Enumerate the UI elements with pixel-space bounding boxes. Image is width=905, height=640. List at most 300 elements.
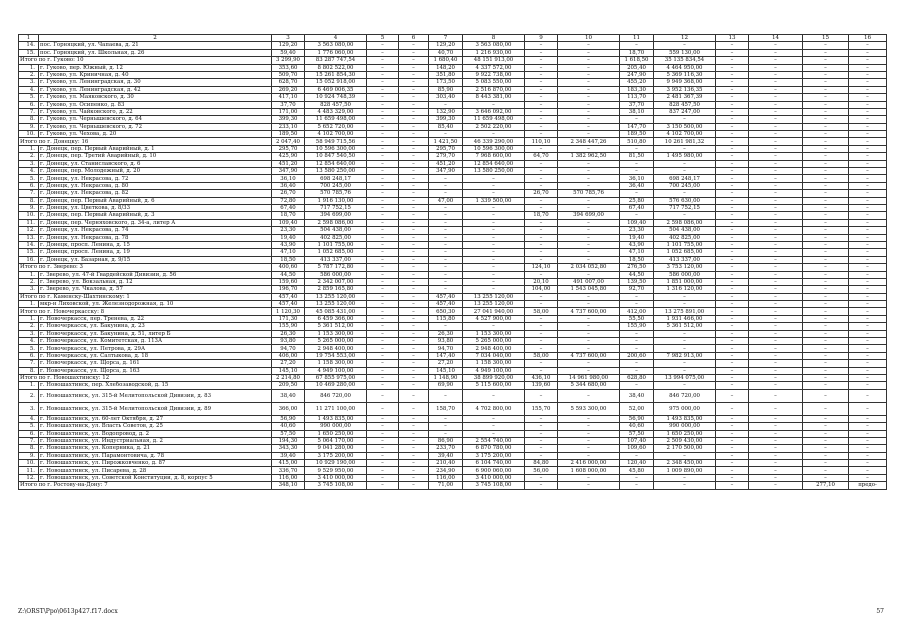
table-cell: – [429, 271, 463, 278]
table-cell: 132,90 [429, 108, 463, 115]
table-cell: 20,10 [525, 278, 558, 285]
table-cell: – [716, 452, 749, 459]
table-cell: 402 825,00 [305, 234, 367, 241]
table-cell: 38 899 920,00 [463, 374, 525, 381]
table-row [19, 71, 887, 78]
table-cell: – [367, 286, 399, 293]
table-cell: – [849, 168, 887, 175]
table-cell: – [654, 360, 716, 367]
table-cell: 124,10 [525, 264, 558, 271]
table-cell: – [399, 219, 429, 226]
table-cell: – [558, 330, 620, 337]
table-cell: – [849, 197, 887, 204]
address-cell: г. Донецк, пер. Третий Аварийный, д. 10 [39, 153, 272, 160]
address-cell: г. Новошахтинск, ул. Советской Конституции, д. 8, корпус 5 [39, 474, 272, 481]
table-cell: 36,40 [272, 182, 305, 189]
table-cell: 1 680,40 [429, 57, 463, 64]
table-cell: – [749, 182, 803, 189]
address-cell: г. Новочеркасск, ул. Щорса, д. 161 [39, 360, 272, 367]
table-cell: – [849, 153, 887, 160]
address-cell: пос. Горняцкий, ул. Школьная, д. 26 [39, 49, 272, 56]
row-number: 2. [19, 389, 39, 402]
table-cell: – [399, 352, 429, 359]
table-cell: – [749, 323, 803, 330]
table-cell: – [849, 315, 887, 322]
table-cell: – [654, 367, 716, 374]
table-cell: 455,20 [620, 79, 654, 86]
table-cell: – [803, 153, 849, 160]
table-cell: 1 493 835,00 [305, 415, 367, 422]
table-cell: 13 255 120,00 [305, 301, 367, 308]
table-cell: – [716, 94, 749, 101]
table-cell: 26,30 [272, 330, 305, 337]
column-number: 10 [558, 35, 620, 42]
table-cell: – [367, 345, 399, 352]
table-cell: – [749, 402, 803, 415]
table-cell: 1 543 045,80 [558, 286, 620, 293]
table-cell: 417,10 [272, 94, 305, 101]
table-row [19, 219, 887, 226]
table-cell: – [558, 175, 620, 182]
row-number: 6. [19, 101, 39, 108]
table-cell: – [749, 160, 803, 167]
table-cell: 13 255 120,00 [463, 293, 525, 300]
table-cell: 10 261 981,32 [654, 138, 716, 145]
page-footer [18, 608, 886, 618]
address-cell: г. Новочеркасск, ул. Бакунина, д. 51, литер Б [39, 330, 272, 337]
table-cell: 425,90 [272, 153, 305, 160]
table-cell: 1 421,50 [429, 138, 463, 145]
table-cell: – [463, 101, 525, 108]
table-row [19, 241, 887, 248]
table-row [19, 190, 887, 197]
column-number: 4 [305, 35, 367, 42]
document-sheet [18, 34, 886, 490]
row-number: 10. [19, 212, 39, 219]
table-cell: 4 702 800,00 [463, 402, 525, 415]
table-cell: 9 041 280,00 [305, 445, 367, 452]
table-cell: 25,80 [620, 197, 654, 204]
row-number: 7. [19, 190, 39, 197]
table-cell: 44,50 [272, 271, 305, 278]
table-cell: – [803, 271, 849, 278]
table-cell: – [367, 145, 399, 152]
table-cell: – [525, 293, 558, 300]
table-cell: – [849, 301, 887, 308]
table-cell: 279,70 [429, 153, 463, 160]
table-cell: 510,80 [620, 138, 654, 145]
table-cell: – [803, 330, 849, 337]
table-cell: – [429, 204, 463, 211]
address-cell: г. Донецк, ул. Некрасова, д. 74 [39, 227, 272, 234]
subtotal-row [19, 374, 887, 381]
table-cell: – [716, 474, 749, 481]
table-cell: 38,40 [620, 389, 654, 402]
row-number: 13. [19, 234, 39, 241]
table-cell: – [749, 482, 803, 489]
table-cell: – [749, 212, 803, 219]
table-cell: – [803, 42, 849, 49]
table-cell: 717 752,15 [305, 204, 367, 211]
address-cell: г. Донецк, ул. Некрасова, д. 72 [39, 175, 272, 182]
table-cell: – [367, 382, 399, 389]
table-cell: 7 982 913,00 [654, 352, 716, 359]
table-cell: – [620, 190, 654, 197]
table-cell: – [367, 138, 399, 145]
table-cell: 19,40 [272, 234, 305, 241]
table-cell: 5 083 550,00 [463, 79, 525, 86]
table-cell: – [803, 227, 849, 234]
table-cell: – [525, 168, 558, 175]
table-cell: 10 924 748,39 [305, 94, 367, 101]
table-cell: – [558, 256, 620, 263]
table-cell: 1 153 300,00 [305, 330, 367, 337]
table-cell: – [654, 116, 716, 123]
table-cell: 129,20 [272, 42, 305, 49]
table-cell: – [716, 234, 749, 241]
table-cell: – [525, 256, 558, 263]
table-row [19, 42, 887, 49]
table-cell: – [463, 234, 525, 241]
table-cell: 3 175 200,00 [305, 452, 367, 459]
table-cell: – [558, 168, 620, 175]
table-cell: – [849, 182, 887, 189]
address-cell: мкр-н Лиховской, ул. Железнодорожная, д. 10 [39, 301, 272, 308]
table-cell: 295,70 [429, 145, 463, 152]
table-cell: 1 052 685,00 [305, 249, 367, 256]
table-cell: – [749, 352, 803, 359]
table-cell: – [620, 338, 654, 345]
table-cell: 155,90 [272, 323, 305, 330]
column-number: 11 [620, 35, 654, 42]
table-cell: – [525, 160, 558, 167]
address-cell: г. Донецк, ул. Станиславского, д. 6 [39, 160, 272, 167]
table-cell: – [716, 445, 749, 452]
table-row [19, 460, 887, 467]
table-cell: – [803, 160, 849, 167]
table-row [19, 360, 887, 367]
table-cell: 6 459 366,00 [305, 315, 367, 322]
table-cell: 26,30 [429, 330, 463, 337]
row-number: 12. [19, 474, 39, 481]
table-cell: – [716, 278, 749, 285]
table-cell: 6 870 780,00 [463, 445, 525, 452]
table-cell: – [849, 374, 887, 381]
table-cell: – [749, 219, 803, 226]
table-cell: – [849, 430, 887, 437]
column-number: 7 [429, 35, 463, 42]
table-cell: 56,90 [272, 415, 305, 422]
table-cell: – [367, 467, 399, 474]
table-cell: – [803, 338, 849, 345]
address-cell: г. Новошахтинск, ул. 315-й Мелитопольской Дивизии, д. 89 [39, 402, 272, 415]
table-cell: – [803, 219, 849, 226]
table-cell: 698 248,17 [305, 175, 367, 182]
table-cell: 47,10 [272, 249, 305, 256]
table-cell: – [716, 467, 749, 474]
table-cell: – [803, 197, 849, 204]
table-cell: 394 699,00 [305, 212, 367, 219]
table-cell: 23,30 [620, 227, 654, 234]
table-cell: – [849, 264, 887, 271]
subtotal-row [19, 264, 887, 271]
table-cell: – [654, 293, 716, 300]
table-cell: – [803, 190, 849, 197]
table-cell: – [558, 227, 620, 234]
table-cell: 19,40 [620, 234, 654, 241]
table-cell: – [558, 367, 620, 374]
table-cell: 5 064 170,00 [305, 437, 367, 444]
table-cell: – [367, 190, 399, 197]
table-row [19, 182, 887, 189]
table-cell: 81,50 [620, 153, 654, 160]
table-cell: – [716, 79, 749, 86]
table-cell: – [558, 57, 620, 64]
table-cell: – [558, 360, 620, 367]
table-cell: – [399, 474, 429, 481]
subtotal-label: Итого по г. Ростову-на-Дону: 7 [19, 482, 272, 489]
table-cell: 47,10 [620, 249, 654, 256]
subtotal-label: Итого по г. Новочеркасску: 8 [19, 308, 272, 315]
table-cell: 38,10 [620, 108, 654, 115]
table-cell: 209,50 [272, 382, 305, 389]
table-cell: 36,10 [272, 175, 305, 182]
table-cell: 40,60 [272, 423, 305, 430]
row-number: 2. [19, 71, 39, 78]
table-row [19, 437, 887, 444]
table-cell: – [803, 116, 849, 123]
table-row [19, 160, 887, 167]
table-cell: – [716, 101, 749, 108]
table-cell: – [367, 49, 399, 56]
table-cell: – [849, 94, 887, 101]
table-cell: 457,40 [429, 293, 463, 300]
table-cell: – [749, 175, 803, 182]
table-cell: 406,00 [272, 352, 305, 359]
column-number-row [19, 35, 887, 42]
table-cell: – [558, 101, 620, 108]
table-row [19, 286, 887, 293]
table-cell: – [620, 168, 654, 175]
table-cell: 451,20 [272, 160, 305, 167]
address-cell: г. Новошахтинск, ул. Пирожковченко, д. 87 [39, 460, 272, 467]
table-cell: – [803, 374, 849, 381]
address-cell: г. Зверево, ул. 47-й Гвардейской Дивизии, д. 56 [39, 271, 272, 278]
table-cell: 1 618,50 [620, 57, 654, 64]
table-cell: 145,10 [272, 367, 305, 374]
address-cell: г. Донецк, пер. Молодежный, д. 20 [39, 168, 272, 175]
table-cell: – [849, 452, 887, 459]
table-cell: – [399, 256, 429, 263]
table-cell: 27,20 [429, 360, 463, 367]
table-cell: – [558, 271, 620, 278]
table-cell: – [716, 271, 749, 278]
table-cell: – [399, 445, 429, 452]
table-cell: – [558, 452, 620, 459]
table-cell: – [558, 389, 620, 402]
table-cell: – [803, 57, 849, 64]
table-cell: 67,40 [620, 204, 654, 211]
table-cell: – [716, 301, 749, 308]
table-cell: 828 457,50 [654, 101, 716, 108]
table-cell: 109,40 [272, 219, 305, 226]
address-cell: г. Новошахтинск, ул. Писарева, д. 28 [39, 467, 272, 474]
row-number: 5. [19, 94, 39, 101]
table-cell: – [429, 212, 463, 219]
table-cell: – [849, 42, 887, 49]
table-row [19, 345, 887, 352]
table-cell: – [558, 301, 620, 308]
table-cell: – [849, 108, 887, 115]
table-cell: 6 900 060,00 [463, 467, 525, 474]
table-cell: 628,80 [620, 374, 654, 381]
table-cell: – [399, 293, 429, 300]
table-cell: – [849, 241, 887, 248]
table-cell: – [525, 271, 558, 278]
table-cell: – [558, 474, 620, 481]
table-cell: – [749, 256, 803, 263]
table-cell: 8 443 381,00 [463, 94, 525, 101]
table-cell: 4 737 600,00 [558, 308, 620, 315]
table-row [19, 197, 887, 204]
table-cell: 343,30 [272, 445, 305, 452]
row-number: 3. [19, 286, 39, 293]
table-row [19, 452, 887, 459]
table-cell: 990 000,00 [305, 423, 367, 430]
subtotal-label: Итого по г. Зверево: 3 [19, 264, 272, 271]
table-cell: – [558, 49, 620, 56]
table-cell: – [803, 71, 849, 78]
table-cell: 171,30 [272, 315, 305, 322]
table-cell: – [399, 57, 429, 64]
table-cell: – [654, 452, 716, 459]
table-cell: – [716, 345, 749, 352]
table-cell: – [367, 131, 399, 138]
table-row [19, 249, 887, 256]
table-cell: – [463, 256, 525, 263]
address-cell: г. Новошахтинск, ул. Коперника, д. 21 [39, 445, 272, 452]
table-cell: – [716, 204, 749, 211]
table-cell: – [849, 423, 887, 430]
row-number: 1. [19, 64, 39, 71]
table-cell: 183,30 [620, 86, 654, 93]
table-cell: – [716, 241, 749, 248]
row-number: 3. [19, 330, 39, 337]
table-cell: – [620, 116, 654, 123]
address-cell: г. Зверево, ул. Чкалова, д. 57 [39, 286, 272, 293]
row-number: 6. [19, 352, 39, 359]
table-cell: – [367, 79, 399, 86]
table-cell: 4 102 700,00 [654, 131, 716, 138]
table-cell: – [463, 212, 525, 219]
table-cell: 4 464 950,00 [654, 64, 716, 71]
table-cell: 45,80 [620, 467, 654, 474]
table-cell: 1 316 120,00 [654, 286, 716, 293]
table-cell: – [620, 42, 654, 49]
table-cell: 5 787 172,80 [305, 264, 367, 271]
table-cell: 1 931 466,00 [654, 315, 716, 322]
table-cell: – [654, 382, 716, 389]
table-row [19, 278, 887, 285]
table-cell: – [716, 315, 749, 322]
table-cell: – [749, 474, 803, 481]
table-cell: 5 369 116,30 [654, 71, 716, 78]
table-cell: – [803, 382, 849, 389]
table-row [19, 467, 887, 474]
table-cell: – [849, 160, 887, 167]
table-cell: – [849, 71, 887, 78]
table-cell: 2 502 220,00 [463, 123, 525, 130]
column-number: 16 [849, 35, 887, 42]
table-cell: – [525, 315, 558, 322]
table-cell: – [749, 452, 803, 459]
table-cell: 52,00 [620, 402, 654, 415]
table-cell: – [849, 460, 887, 467]
row-number: 4. [19, 168, 39, 175]
table-cell: 1 776 060,00 [305, 49, 367, 56]
table-cell: – [749, 271, 803, 278]
table-cell: – [654, 160, 716, 167]
table-cell: – [620, 474, 654, 481]
table-cell: – [749, 315, 803, 322]
table-cell: – [620, 330, 654, 337]
address-cell: г. Гуково, ул. Чернышевского, д. 64 [39, 116, 272, 123]
row-number: 3. [19, 402, 39, 415]
table-cell: – [803, 474, 849, 481]
table-cell: – [749, 71, 803, 78]
table-cell: 1 339 500,00 [463, 197, 525, 204]
table-cell: – [525, 301, 558, 308]
table-cell: – [367, 108, 399, 115]
table-cell: – [429, 219, 463, 226]
table-cell: – [525, 79, 558, 86]
address-cell: г. Новошахтинск, ул. Власть Советов, д. 25 [39, 423, 272, 430]
table-cell: – [399, 153, 429, 160]
table-cell: – [849, 382, 887, 389]
table-cell: 155,90 [620, 323, 654, 330]
table-cell: 3 410 000,00 [305, 474, 367, 481]
table-cell: – [525, 330, 558, 337]
table-cell: – [367, 264, 399, 271]
table-cell: – [463, 415, 525, 422]
table-cell: – [654, 330, 716, 337]
row-number: 14. [19, 241, 39, 248]
row-number: 10. [19, 460, 39, 467]
table-cell: 576 630,00 [654, 197, 716, 204]
address-cell: г. Новошахтинск, ул. 315-й Мелитопольской Дивизии, д. 83 [39, 389, 272, 402]
table-cell: 2 598 086,00 [654, 219, 716, 226]
table-cell: – [749, 374, 803, 381]
table-cell: – [525, 182, 558, 189]
table-cell: – [399, 374, 429, 381]
table-cell: – [716, 49, 749, 56]
table-cell: 2 509 430,00 [654, 437, 716, 444]
table-cell: – [749, 423, 803, 430]
table-cell: 27 041 940,00 [463, 308, 525, 315]
table-cell: – [525, 108, 558, 115]
row-number: 2. [19, 153, 39, 160]
table-row [19, 145, 887, 152]
table-cell: – [654, 345, 716, 352]
table-cell: 210,40 [429, 460, 463, 467]
table-cell: 5 344 680,00 [558, 382, 620, 389]
table-cell: – [367, 153, 399, 160]
address-cell: г. Донецк, пер. Первый Аварийный, д. 6 [39, 197, 272, 204]
table-cell: 6 469 006,35 [305, 86, 367, 93]
table-cell: – [716, 402, 749, 415]
table-cell: – [367, 352, 399, 359]
table-cell: – [716, 108, 749, 115]
